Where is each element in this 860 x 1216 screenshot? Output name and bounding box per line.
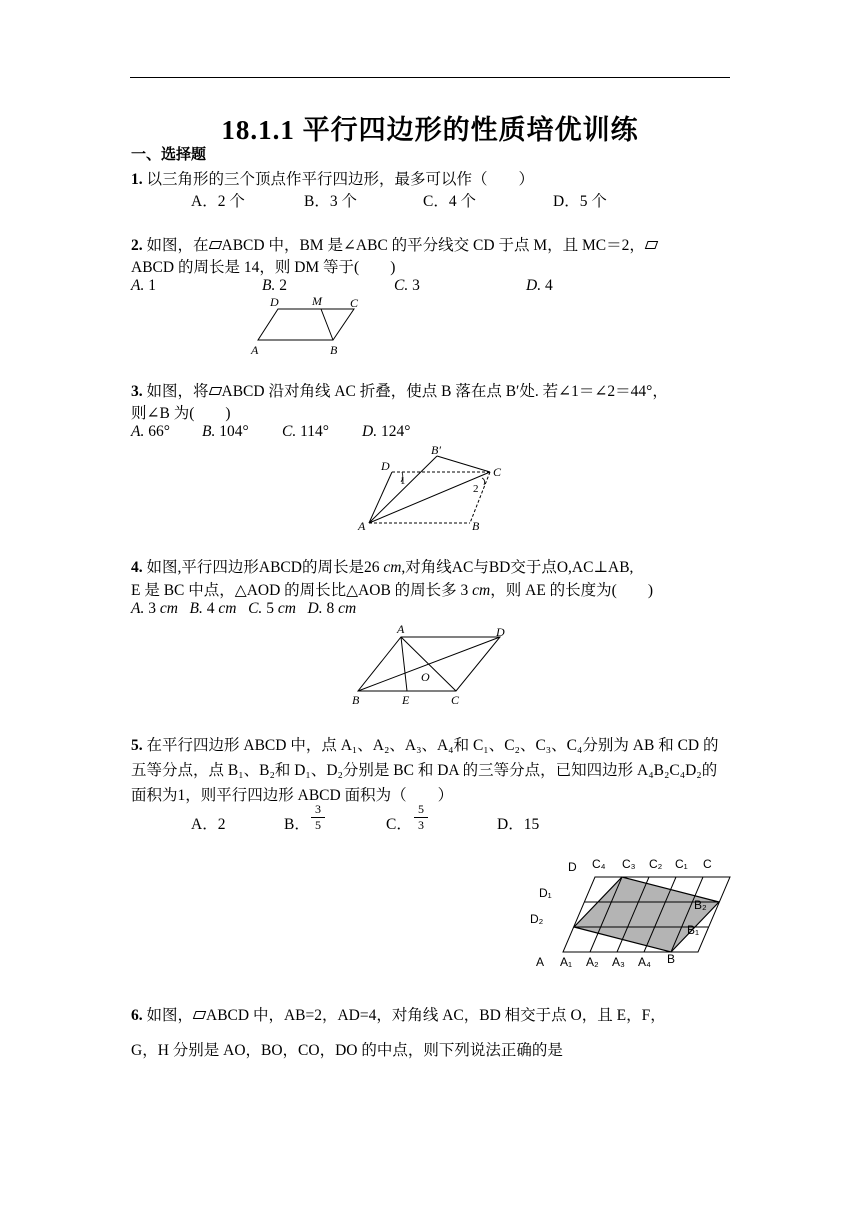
label-angle-2: 2 — [473, 483, 479, 495]
q3-option-b: B. 104° — [202, 423, 249, 440]
label-b: B — [330, 343, 338, 357]
label-c2: C₂ — [649, 857, 663, 871]
q3-option-a: A. 66° — [131, 423, 170, 440]
q5-option-b-letter: B． — [284, 816, 310, 833]
label-m: M — [312, 294, 322, 308]
question-6 — [131, 1003, 666, 1025]
label-d: D — [270, 295, 279, 309]
question-4-line2 — [131, 578, 653, 600]
q4-figure — [350, 623, 515, 708]
question-text: 如图，将 — [146, 383, 209, 400]
label-a2: A₂ — [586, 955, 599, 969]
q5-option-d: D．15 — [497, 816, 540, 833]
label-a: A — [397, 622, 405, 636]
question-text: 如图， — [146, 1007, 194, 1024]
q5-option-c-fraction — [414, 803, 428, 832]
q5-option-b-fraction — [311, 803, 325, 832]
numerator: 3 — [315, 802, 321, 816]
label-c: C — [350, 296, 359, 310]
q1-option-d: D．5 个 — [553, 193, 607, 210]
q3-option-c: C. 114° — [282, 423, 329, 440]
label-a: A — [251, 343, 259, 357]
label-b: B — [667, 952, 676, 966]
q2-option-c: C. 3 — [394, 277, 420, 294]
question-5 — [131, 733, 719, 755]
q1-option-a: A．2 个 — [191, 193, 245, 210]
label-d: D — [568, 860, 577, 874]
question-text: E 是 BC 中点，△AOD 的周长比△AOB 的周长多 3 — [131, 582, 473, 599]
label-d: D — [381, 459, 390, 473]
parallelogram-symbol-icon — [209, 241, 222, 249]
q5-option-c-letter: C． — [386, 816, 412, 833]
question-number: 4. — [131, 559, 143, 576]
label-b: B — [472, 519, 480, 533]
label-c1: C₁ — [675, 857, 688, 871]
question-text: ABCD 沿对角线 AC 折叠，使点 B 落在点 B′处. 若∠1＝∠2＝44°， — [221, 383, 668, 400]
question-2 — [131, 233, 658, 255]
question-text: ABCD 中，BM 是∠ABC 的平分线交 CD 于点 M，且 MC＝2， — [221, 237, 645, 254]
label-a1: A₁ — [560, 955, 573, 969]
unit: cm — [472, 582, 491, 599]
parallelogram-symbol-icon — [209, 387, 222, 395]
q5-figure — [528, 852, 728, 972]
q5-option-a: A．2 — [191, 816, 226, 833]
label-angle-1: 1 — [400, 475, 406, 487]
question-text: G，H 分别是 AO，BO，CO，DO 的中点，则下列说法正确的是 — [131, 1042, 563, 1059]
label-d2: D₂ — [530, 912, 544, 926]
question-text: 以三角形的三个顶点作平行四边形，最多可以作（ ） — [146, 171, 535, 188]
question-text: 面积为1，则平行四边形 ABCD 面积为（ ） — [131, 787, 454, 804]
label-c: C — [493, 465, 502, 479]
question-text: ABCD 的周长是 14，则 DM 等于( ) — [131, 259, 396, 276]
label-d1: D₁ — [539, 886, 552, 900]
question-text: ABCD 中，AB=2，AD=4，对角线 AC，BD 相交于点 O，且 E，F， — [206, 1007, 666, 1024]
q2-option-d: D. 4 — [526, 277, 553, 294]
question-number: 5. — [131, 737, 143, 754]
label-d: D — [496, 625, 505, 639]
label-a3: A₃ — [612, 955, 625, 969]
section-heading: 一、选择题 — [131, 147, 207, 163]
q1-option-c: C．4 个 — [423, 193, 476, 210]
denominator: 3 — [418, 818, 424, 832]
label-a: A — [536, 955, 545, 969]
question-3 — [131, 379, 668, 401]
q3-option-d: D. 124° — [362, 423, 411, 440]
question-number: 2. — [131, 237, 143, 254]
question-4 — [131, 555, 633, 577]
label-a: A — [358, 519, 366, 533]
question-number: 1. — [131, 171, 143, 188]
question-text: 则∠B 为( ) — [131, 405, 231, 422]
question-text: 如图，在 — [146, 237, 209, 254]
label-b1: B₁ — [687, 923, 700, 937]
question-text: 五等分点，点 B₁、B₂和 D₁、D₂分别是 BC 和 DA 的三等分点，已知四边形 A₄B₂C₄D₂的 — [131, 762, 718, 779]
label-c: C — [703, 857, 712, 871]
q2-option-b: B. 2 — [262, 277, 287, 294]
label-o: O — [421, 670, 430, 684]
page-title: 18.1.1 平行四边形的性质培优训练 — [221, 115, 639, 145]
label-e: E — [402, 693, 410, 707]
question-text: 在平行四边形 ABCD 中，点 A₁、A₂、A₃、A₄和 C₁、C₂、C₃、C₄分别为 AB 和 CD 的 — [146, 737, 719, 754]
label-b-prime: B′ — [431, 443, 441, 457]
question-number: 3. — [131, 383, 143, 400]
header-rule — [130, 77, 730, 78]
label-c: C — [451, 693, 460, 707]
q4-options: A. 3 cm B. 4 cm C. 5 cm D. 8 cm — [131, 600, 357, 617]
question-text: ,对角线AC与BD交于点O,AC⊥AB, — [401, 559, 634, 576]
question-text: 如图,平行四边形ABCD的周长是26 — [146, 559, 384, 576]
denominator: 5 — [315, 818, 321, 832]
parallelogram-symbol-icon — [645, 241, 658, 249]
q2-figure — [248, 293, 368, 358]
label-b2: B₂ — [694, 898, 707, 912]
label-c3: C₃ — [622, 857, 636, 871]
label-c4: C₄ — [592, 857, 606, 871]
label-a4: A₄ — [638, 955, 651, 969]
question-text: ，则 AE 的长度为( ) — [490, 582, 653, 599]
question-1 — [131, 167, 534, 189]
unit: cm — [383, 559, 402, 576]
parallelogram-symbol-icon — [193, 1011, 206, 1019]
q2-option-a: A. 1 — [131, 277, 156, 294]
question-number: 6. — [131, 1007, 143, 1024]
q1-option-b: B．3 个 — [304, 193, 357, 210]
numerator: 5 — [418, 802, 424, 816]
q3-figure — [352, 442, 512, 537]
label-b: B — [352, 693, 360, 707]
